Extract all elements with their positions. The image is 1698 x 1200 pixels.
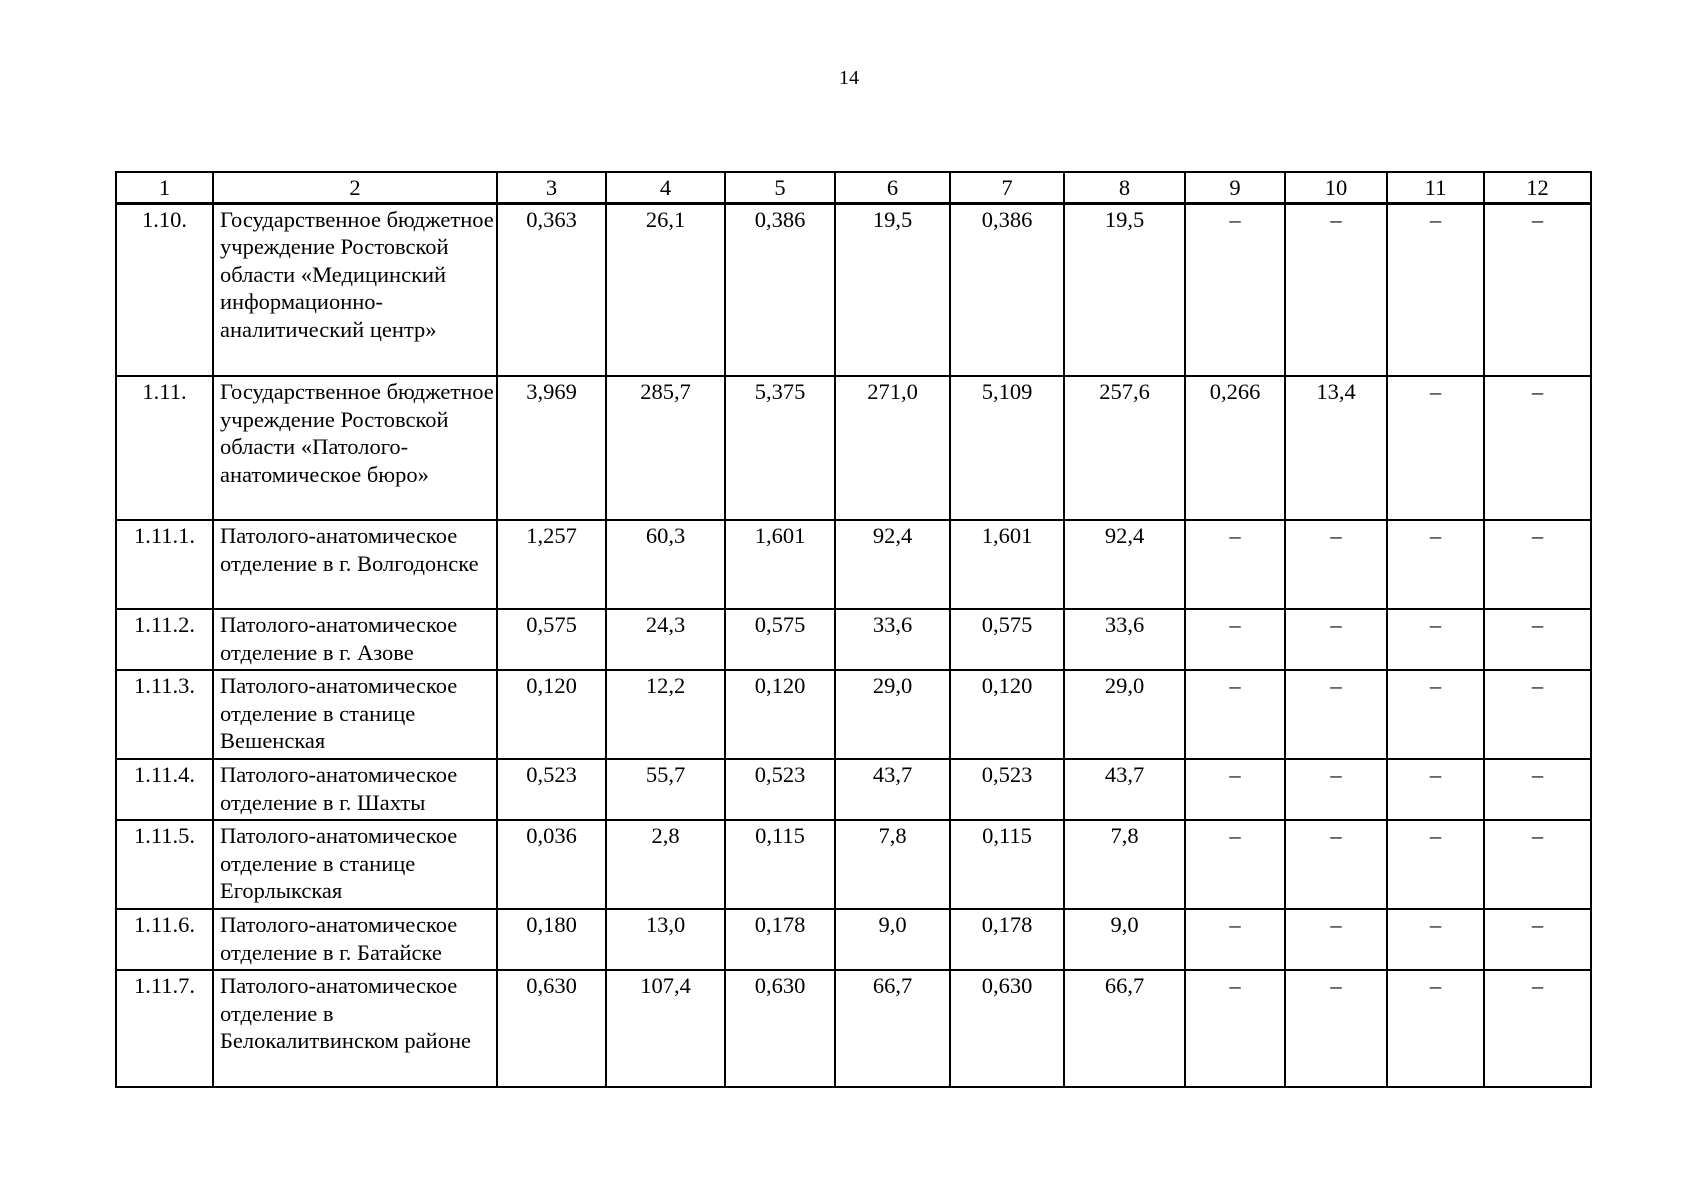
value-cell-col-7: 0,575 [950,609,1064,670]
value-cell-col-3: 0,036 [497,820,606,909]
value-cell-col-5: 0,115 [725,820,835,909]
value-cell-col-7: 5,109 [950,376,1064,520]
value-cell-col-4: 26,1 [606,203,725,376]
value-cell-col-6: 92,4 [835,520,950,609]
value-cell-col-8: 257,6 [1064,376,1185,520]
value-cell-col-11: – [1387,376,1484,520]
value-cell-col-6: 271,0 [835,376,950,520]
value-cell-col-10: – [1285,909,1387,970]
value-cell-col-3: 0,120 [497,670,606,759]
value-cell-col-7: 0,178 [950,909,1064,970]
institution-name-cell: Государственное бюджетное учреждение Ростовской области «Медицинский информационно-аналитический центр» [213,203,497,376]
value-cell-col-12: – [1484,909,1591,970]
header-cell-col-11: 11 [1387,172,1484,203]
data-table [115,171,1592,1088]
table-row [116,520,1591,609]
value-cell-col-7: 0,523 [950,759,1064,820]
value-cell-col-7: 1,601 [950,520,1064,609]
value-cell-col-10: 13,4 [1285,376,1387,520]
table-row [116,909,1591,970]
institution-name-cell: Патолого-анатомическое отделение в станице Егорлыкская [213,820,497,909]
value-cell-col-12: – [1484,609,1591,670]
value-cell-col-10: – [1285,759,1387,820]
header-cell-col-3: 3 [497,172,606,203]
row-number-cell: 1.11.7. [116,970,213,1087]
value-cell-col-12: – [1484,520,1591,609]
value-cell-col-11: – [1387,970,1484,1087]
value-cell-col-12: – [1484,970,1591,1087]
value-cell-col-11: – [1387,203,1484,376]
value-cell-col-12: – [1484,376,1591,520]
value-cell-col-6: 9,0 [835,909,950,970]
value-cell-col-10: – [1285,203,1387,376]
value-cell-col-5: 1,601 [725,520,835,609]
row-number-cell: 1.11. [116,376,213,520]
header-cell-col-1: 1 [116,172,213,203]
value-cell-col-6: 29,0 [835,670,950,759]
value-cell-col-10: – [1285,670,1387,759]
value-cell-col-4: 55,7 [606,759,725,820]
header-cell-col-2: 2 [213,172,497,203]
value-cell-col-7: 0,120 [950,670,1064,759]
table-row [116,609,1591,670]
value-cell-col-8: 7,8 [1064,820,1185,909]
value-cell-col-8: 29,0 [1064,670,1185,759]
value-cell-col-9: – [1185,203,1285,376]
value-cell-col-9: – [1185,820,1285,909]
value-cell-col-11: – [1387,909,1484,970]
row-number-cell: 1.11.3. [116,670,213,759]
header-cell-col-12: 12 [1484,172,1591,203]
value-cell-col-6: 7,8 [835,820,950,909]
header-cell-col-6: 6 [835,172,950,203]
value-cell-col-5: 0,575 [725,609,835,670]
value-cell-col-4: 107,4 [606,970,725,1087]
table-row [116,376,1591,520]
institution-name-cell: Патолого-анатомическое отделение в г. Азове [213,609,497,670]
value-cell-col-11: – [1387,820,1484,909]
value-cell-col-9: – [1185,759,1285,820]
value-cell-col-5: 5,375 [725,376,835,520]
value-cell-col-4: 13,0 [606,909,725,970]
value-cell-col-6: 19,5 [835,203,950,376]
value-cell-col-10: – [1285,970,1387,1087]
value-cell-col-6: 66,7 [835,970,950,1087]
row-number-cell: 1.11.5. [116,820,213,909]
value-cell-col-3: 0,180 [497,909,606,970]
value-cell-col-3: 0,575 [497,609,606,670]
value-cell-col-3: 1,257 [497,520,606,609]
institution-name-cell: Патолого-анатомическое отделение в г. Шахты [213,759,497,820]
value-cell-col-5: 0,386 [725,203,835,376]
value-cell-col-10: – [1285,520,1387,609]
value-cell-col-5: 0,523 [725,759,835,820]
value-cell-col-8: 43,7 [1064,759,1185,820]
header-cell-col-5: 5 [725,172,835,203]
institution-name-cell: Патолого-анатомическое отделение в г. Батайске [213,909,497,970]
value-cell-col-10: – [1285,609,1387,670]
row-number-cell: 1.10. [116,203,213,376]
row-number-cell: 1.11.2. [116,609,213,670]
value-cell-col-3: 3,969 [497,376,606,520]
institution-name-cell: Патолого-анатомическое отделение в станице Вешенская [213,670,497,759]
row-number-cell: 1.11.6. [116,909,213,970]
header-cell-col-7: 7 [950,172,1064,203]
value-cell-col-5: 0,178 [725,909,835,970]
value-cell-col-11: – [1387,759,1484,820]
value-cell-col-4: 60,3 [606,520,725,609]
institution-name-cell: Патолого-анатомическое отделение в Белокалитвинском районе [213,970,497,1087]
value-cell-col-8: 92,4 [1064,520,1185,609]
value-cell-col-9: – [1185,520,1285,609]
value-cell-col-3: 0,363 [497,203,606,376]
header-cell-col-9: 9 [1185,172,1285,203]
value-cell-col-3: 0,630 [497,970,606,1087]
table-body [116,172,1591,1087]
value-cell-col-3: 0,523 [497,759,606,820]
table-row [116,203,1591,376]
value-cell-col-5: 0,120 [725,670,835,759]
page-number: 14 [839,67,859,89]
value-cell-col-12: – [1484,203,1591,376]
value-cell-col-6: 43,7 [835,759,950,820]
value-cell-col-11: – [1387,520,1484,609]
value-cell-col-7: 0,386 [950,203,1064,376]
header-cell-col-4: 4 [606,172,725,203]
value-cell-col-9: – [1185,670,1285,759]
value-cell-col-11: – [1387,609,1484,670]
table-row [116,670,1591,759]
value-cell-col-6: 33,6 [835,609,950,670]
value-cell-col-4: 12,2 [606,670,725,759]
value-cell-col-5: 0,630 [725,970,835,1087]
value-cell-col-12: – [1484,820,1591,909]
institution-name-cell: Патолого-анатомическое отделение в г. Волгодонске [213,520,497,609]
value-cell-col-9: – [1185,909,1285,970]
value-cell-col-11: – [1387,670,1484,759]
value-cell-col-8: 66,7 [1064,970,1185,1087]
value-cell-col-8: 33,6 [1064,609,1185,670]
table-header-row [116,172,1591,203]
value-cell-col-12: – [1484,670,1591,759]
value-cell-col-7: 0,630 [950,970,1064,1087]
value-cell-col-9: – [1185,970,1285,1087]
value-cell-col-4: 285,7 [606,376,725,520]
value-cell-col-8: 19,5 [1064,203,1185,376]
value-cell-col-12: – [1484,759,1591,820]
value-cell-col-7: 0,115 [950,820,1064,909]
header-cell-col-10: 10 [1285,172,1387,203]
table-row [116,820,1591,909]
value-cell-col-10: – [1285,820,1387,909]
value-cell-col-8: 9,0 [1064,909,1185,970]
header-cell-col-8: 8 [1064,172,1185,203]
value-cell-col-9: 0,266 [1185,376,1285,520]
table-row [116,759,1591,820]
value-cell-col-9: – [1185,609,1285,670]
row-number-cell: 1.11.1. [116,520,213,609]
value-cell-col-4: 2,8 [606,820,725,909]
row-number-cell: 1.11.4. [116,759,213,820]
table-row [116,970,1591,1087]
institution-name-cell: Государственное бюджетное учреждение Ростовской области «Патолого-анатомическое бюро» [213,376,497,520]
value-cell-col-4: 24,3 [606,609,725,670]
